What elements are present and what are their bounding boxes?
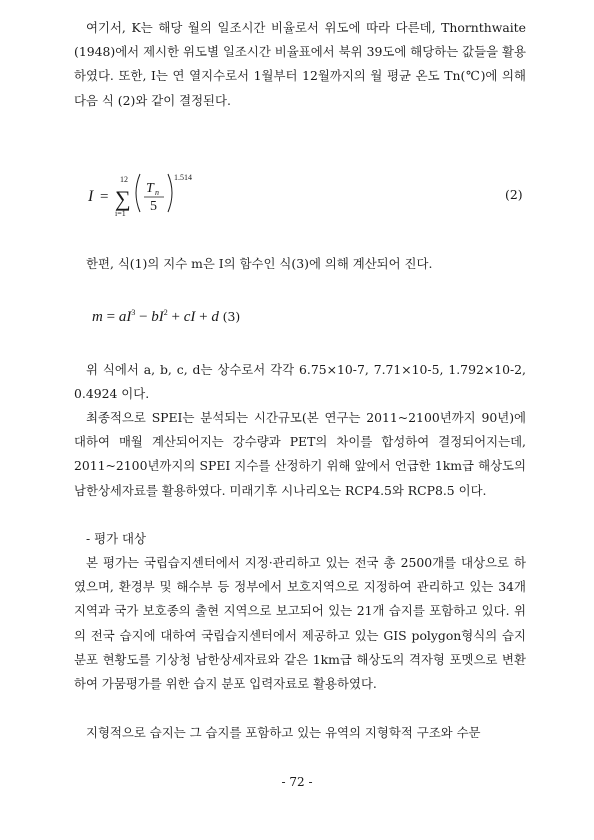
section-heading: - 평가 대상 <box>86 531 146 546</box>
eq2-sum-upper: 12 <box>120 175 128 184</box>
eq2-numerator-sub: n <box>155 188 159 197</box>
eq3-minus: − <box>139 309 148 325</box>
paragraph-k-definition: 여기서, K는 해당 월의 일조시간 비율로서 위도에 따라 다른데, Thornthwaite (1948)에서 제시한 위도별 일조시간 비율표에서 북위 39도에 해당하는 값들을 활용하였다. 또한, I는 연 열지수로서 1월부터 12월까지의 월 평균 온도 Tn(℃)에 의해 다음 식 (2)와 같이 결정된다. <box>74 20 526 108</box>
equation-2-label: (2) <box>505 187 523 202</box>
eq3-plus1: + <box>171 309 180 325</box>
eq3-exp-b: 2 <box>163 308 168 317</box>
left-paren <box>136 174 140 212</box>
eq2-equals: = <box>100 189 109 205</box>
eq3-term-b: bI <box>151 309 164 325</box>
eq2-numerator: T <box>146 181 154 196</box>
paragraph-exponent-m: 한편, 식(1)의 지수 m은 I의 함수인 식(3)에 의해 계산되어 진다. <box>86 256 433 271</box>
eq3-term-a: aI <box>118 309 132 325</box>
paragraph-topography: 지형적으로 습지는 그 습지를 포함하고 있는 유역의 지형학적 구조와 수문 <box>86 725 481 740</box>
paragraph-constants: 위 식에서 a, b, c, d는 상수로서 각각 6.75×10-7, 7.71×10-5, 1.792×10-2, 0.4924 이다. <box>74 362 526 402</box>
eq3-term-c: cI <box>183 309 196 325</box>
sum-symbol: ∑ <box>115 186 131 211</box>
eq2-sum-lower: i=1 <box>115 209 126 218</box>
eq3-equals: = <box>106 309 116 325</box>
paragraph-spei: 최종적으로 SPEI는 분석되는 시간규모(본 연구는 2011~2100년까지 90년)에 대하여 매월 계산되어지는 강수량과 PET의 차이를 합성하여 결정되어지는데, 2011~2100년까지의 SPEI 지수를 산정하기 위해 앞에서 언급한 1km급 해상도의 남한상세자료를 활용하였다. 미래기후 시나리오는 RCP4.5와 RCP8.5 이다. <box>74 410 526 498</box>
eq2-lhs: I <box>88 188 94 205</box>
eq3-term-d: d <box>211 309 219 325</box>
page-number: - 72 - <box>281 775 313 789</box>
eq3-plus2: + <box>199 309 208 325</box>
equation-3-label: (3) <box>222 309 241 324</box>
equation-3 <box>92 308 240 326</box>
eq3-m: m <box>92 309 103 325</box>
eq2-exponent: 1.514 <box>174 173 192 182</box>
equation-2 <box>86 168 226 224</box>
right-paren <box>168 174 172 212</box>
paragraph-evaluation-target: 본 평가는 국립습지센터에서 지정·관리하고 있는 전국 총 2500개를 대상으로 하였으며, 환경부 및 해수부 등 정부에서 보호지역으로 지정하여 관리하고 있는 34개 지역과 국가 보호종의 출현 지역으로 보고되어 있는 21개 습지를 포함하고 있다. 위의 전국 습지에 대하여 국립습지센터에서 제공하고 있는 GIS polygon형식의 습지분포 현황도를 기상청 남한상세자료와 같은 1km급 해상도의 격자형 포멧으로 변환하여 가뭄평가를 위한 습지 분포 입력자료로 활용하였다. <box>74 555 526 692</box>
eq3-exp-a: 3 <box>131 308 136 317</box>
eq2-denominator: 5 <box>150 199 157 214</box>
